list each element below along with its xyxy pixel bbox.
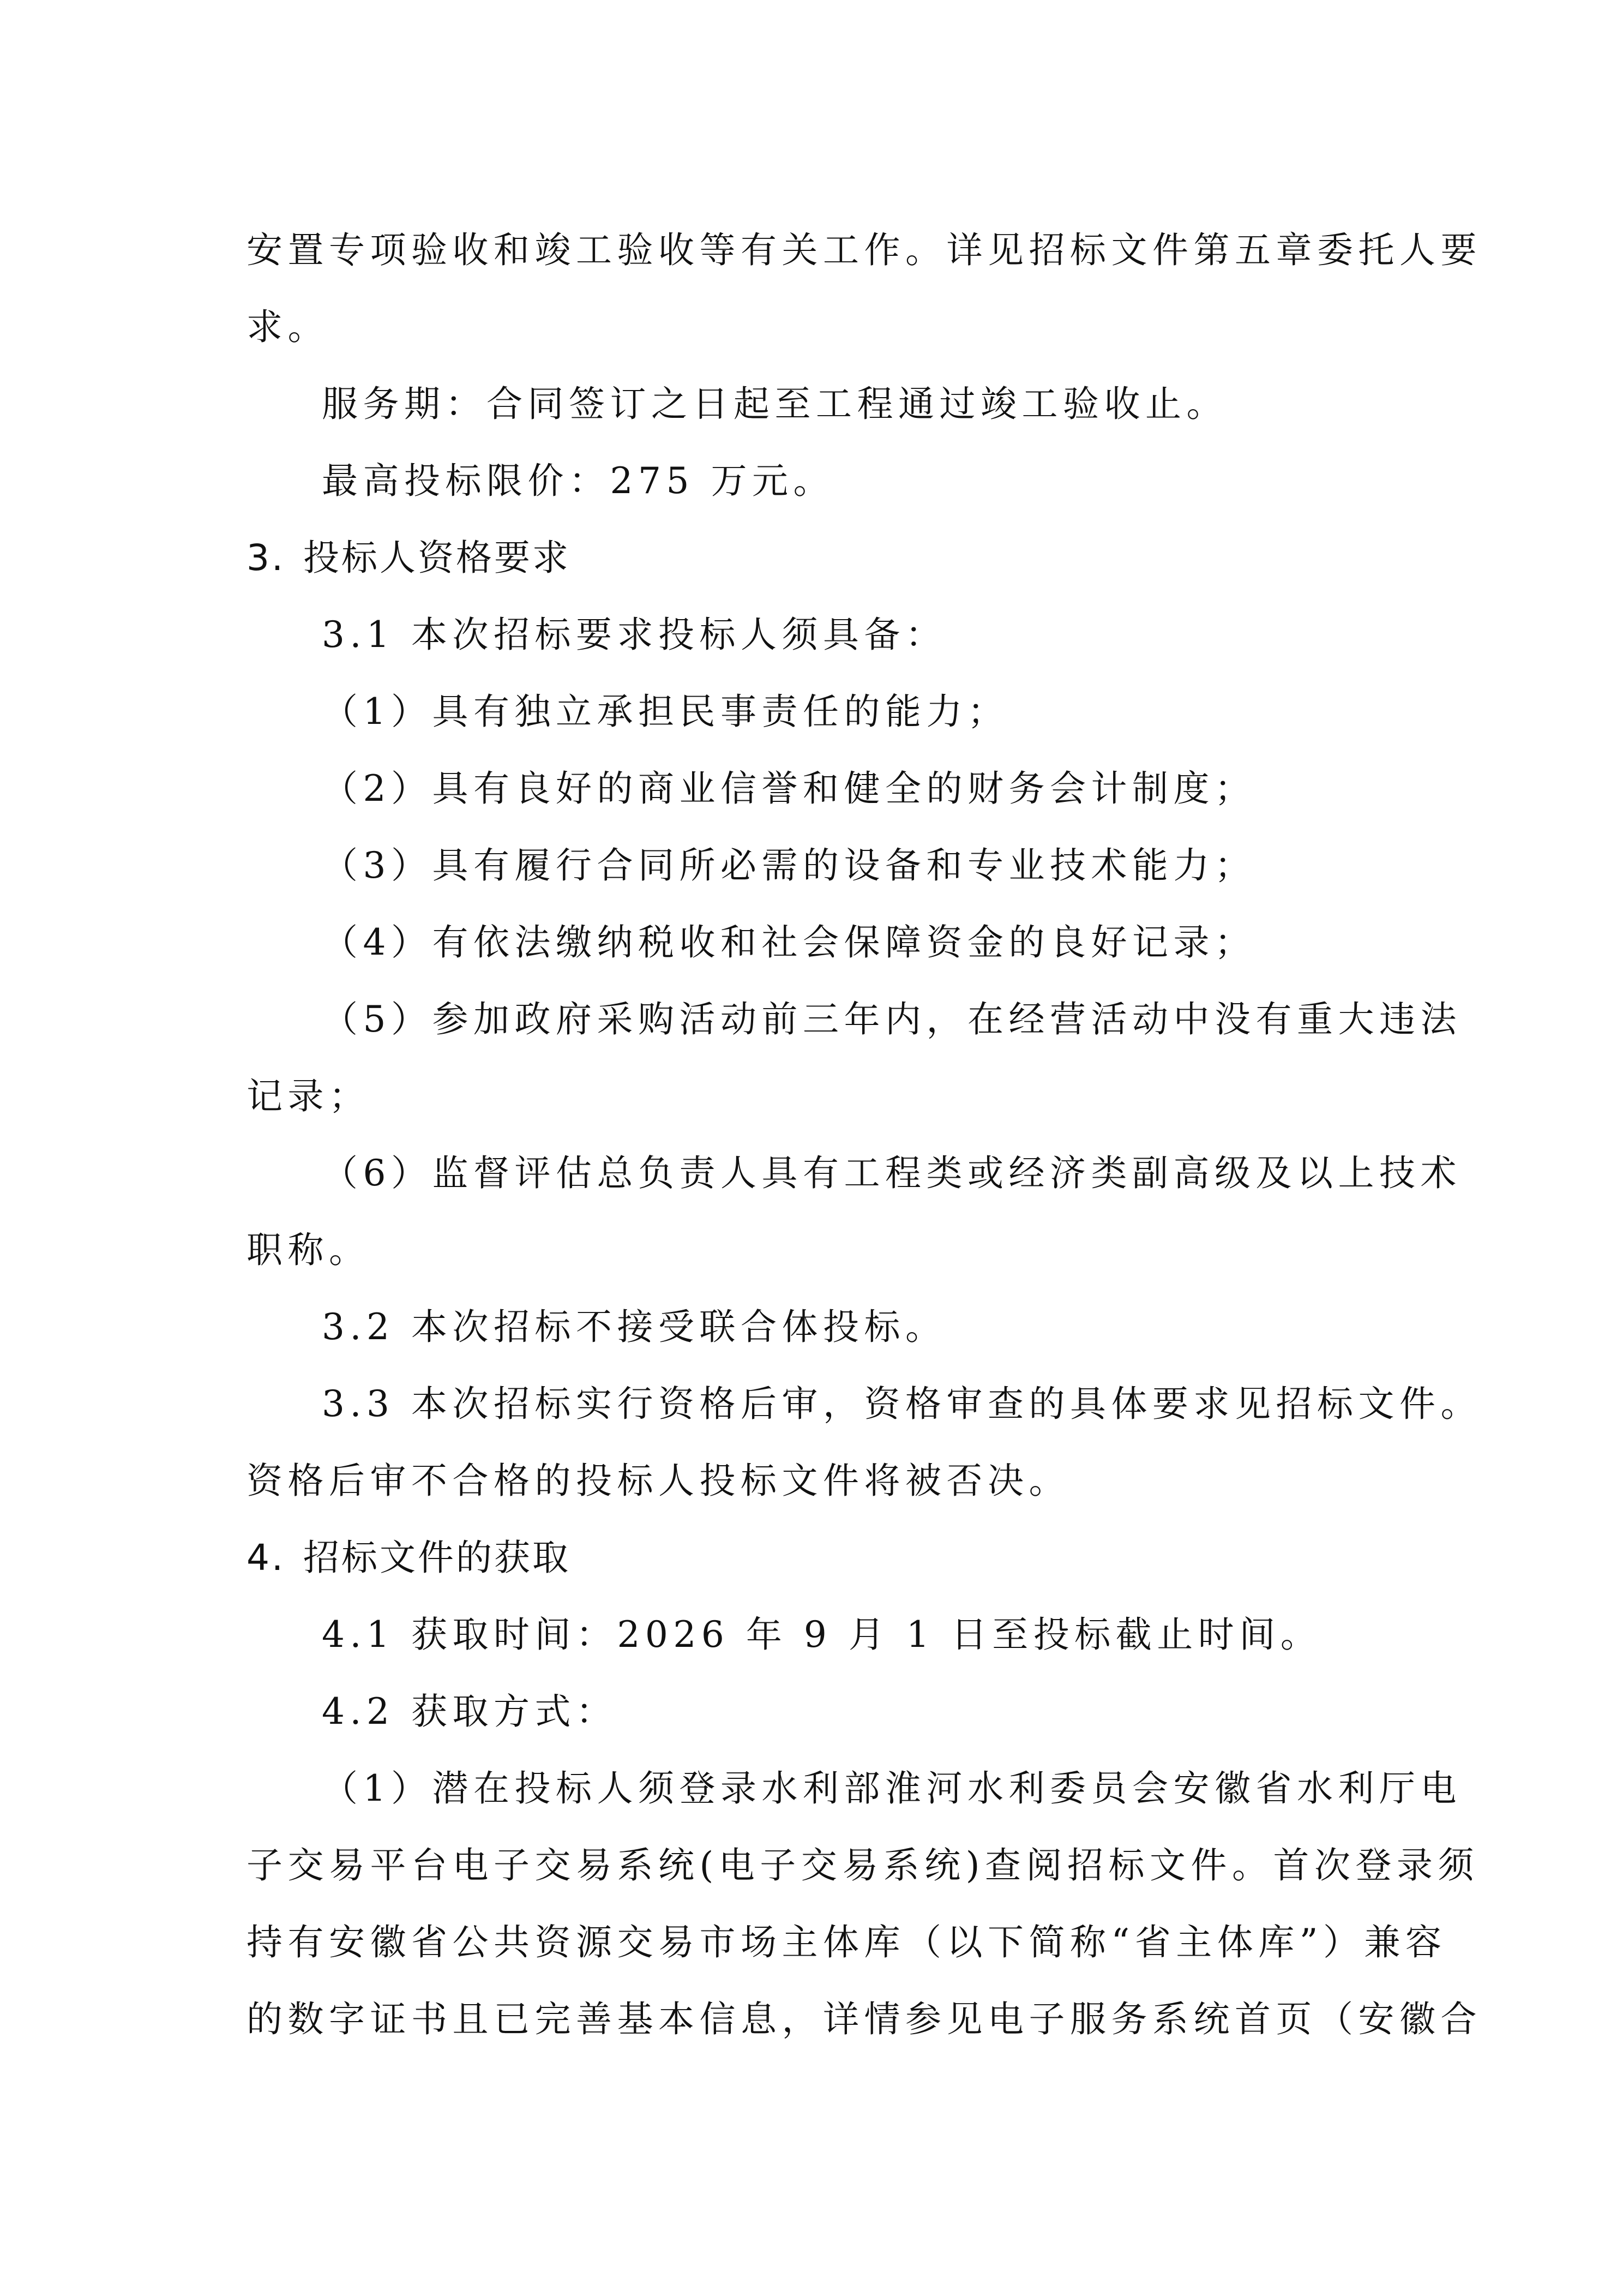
clause-3-3-continued: 资格后审不合格的投标人投标文件将被否决。 [247,1460,1070,1502]
section-heading-4 [247,1519,1381,1596]
requirement-item-continued: 职称。 [247,1229,370,1271]
paragraph-line: 安置专项验收和竣工验收等有关工作。详见招标文件第五章委托人要 [247,229,1482,271]
section-number: 4. [247,1537,285,1579]
document-body [247,212,1482,2058]
paragraph-line: 求。 [247,306,329,348]
acquisition-item: （1）潜在投标人须登录水利部淮河水利委员会安徽省水利厅电 [322,1767,1462,1809]
section-title: 投标人资格要求 [303,537,570,579]
clause-3-2: 3.2 本次招标不接受联合体投标。 [322,1306,947,1348]
clause-3-1: 3.1 本次招标要求投标人须具备： [322,614,947,656]
section-title: 招标文件的获取 [303,1537,570,1579]
acquisition-item-continued: 的数字证书且已完善基本信息，详情参见电子服务系统首页（安徽合 [247,1998,1482,2040]
acquisition-item-continued: 子交易平台电子交易系统(电子交易系统)查阅招标文件。首次登录须 [247,1844,1479,1886]
section-heading-3 [247,519,1381,596]
requirement-item: （5）参加政府采购活动前三年内，在经营活动中没有重大违法 [322,998,1462,1040]
requirement-item: （2）具有良好的商业信誉和健全的财务会计制度； [322,768,1256,810]
requirement-item: （3）具有履行合同所必需的设备和专业技术能力； [322,844,1256,886]
clause-3-3: 3.3 本次招标实行资格后审，资格审查的具体要求见招标文件。 [322,1383,1482,1425]
clause-4-2: 4.2 获取方式： [322,1690,617,1733]
requirement-item: （6）监督评估总负责人具有工程类或经济类副高级及以上技术 [322,1152,1462,1194]
max-bid-price-line: 最高投标限价：275 万元。 [322,460,834,502]
section-number: 3. [247,537,285,579]
requirement-item: （4）有依法缴纳税收和社会保障资金的良好记录； [322,921,1256,963]
clause-4-1: 4.1 获取时间：2026 年 9 月 1 日至投标截止时间。 [322,1614,1322,1656]
service-period-line: 服务期：合同签订之日起至工程通过竣工验收止。 [322,383,1228,425]
acquisition-item-continued: 持有安徽省公共资源交易市场主体库（以下简称“省主体库”）兼容 [247,1921,1447,1963]
requirement-item-continued: 记录； [247,1075,370,1117]
requirement-item: （1）具有独立承担民事责任的能力； [322,691,1009,733]
